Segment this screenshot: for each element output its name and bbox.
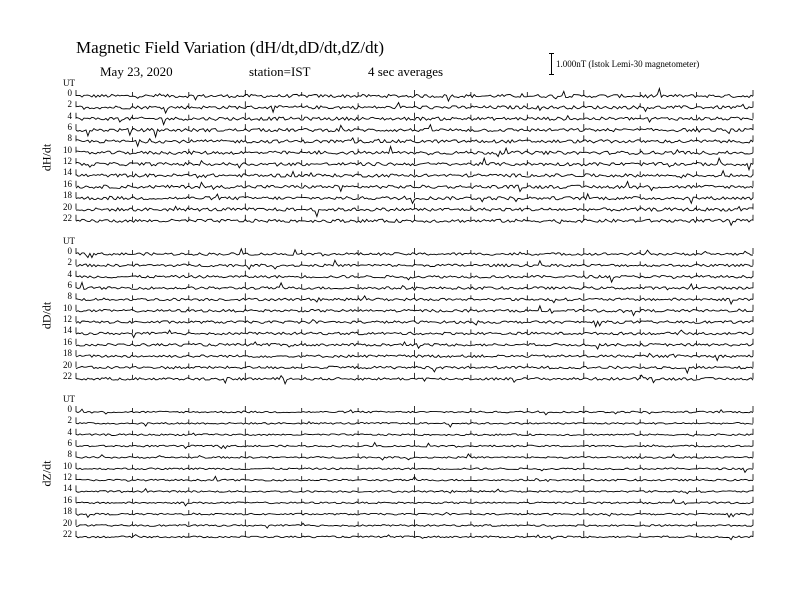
hour-label: 22 [63, 370, 72, 381]
hour-label: 0 [67, 88, 72, 98]
scale-label: 1.000nT (Istok Lemi-30 magnetometer) [556, 59, 700, 69]
hour-label: 2 [67, 415, 72, 426]
hour-label: 8 [67, 449, 72, 460]
hour-label: 20 [63, 517, 72, 528]
averaging-label: 4 sec averages [368, 64, 444, 79]
hour-label: 4 [67, 268, 72, 279]
hour-label: 10 [63, 144, 72, 155]
hour-label: 4 [67, 426, 72, 437]
hour-label: 22 [63, 212, 72, 223]
hour-label: 6 [67, 280, 72, 291]
hour-label: 18 [63, 506, 72, 517]
hour-label: 12 [63, 472, 72, 483]
chart-title: Magnetic Field Variation (dH/dt,dD/dt,dZ/dt) [76, 38, 385, 57]
hour-label: 16 [63, 178, 72, 189]
hour-label: 14 [63, 483, 72, 494]
hour-label: 18 [63, 348, 72, 359]
hour-label: 2 [67, 257, 72, 268]
panel-label: dH/dt [39, 144, 54, 172]
hour-label: 14 [63, 325, 72, 336]
hour-label: 10 [63, 302, 72, 313]
hour-label: 12 [63, 156, 72, 167]
ut-label: UT [63, 78, 75, 88]
station-label: station=IST [249, 64, 311, 79]
date-label: May 23, 2020 [100, 64, 173, 79]
ut-label: UT [63, 236, 75, 246]
hour-label: 20 [63, 359, 72, 370]
hour-label: 2 [67, 99, 72, 110]
hour-label: 4 [67, 110, 72, 121]
hour-label: 22 [63, 528, 72, 539]
hour-label: 6 [67, 122, 72, 133]
panel-label: dZ/dt [39, 460, 54, 487]
hour-label: 16 [63, 336, 72, 347]
hour-label: 8 [67, 291, 72, 302]
hour-label: 20 [63, 201, 72, 212]
hour-label: 14 [63, 167, 72, 178]
hour-label: 8 [67, 133, 72, 144]
hour-label: 12 [63, 314, 72, 325]
hour-label: 0 [67, 404, 72, 414]
hour-label: 6 [67, 438, 72, 449]
hour-label: 0 [67, 246, 72, 256]
hour-label: 16 [63, 494, 72, 505]
hour-label: 18 [63, 190, 72, 201]
ut-label: UT [63, 394, 75, 404]
panel-label: dD/dt [39, 302, 54, 330]
hour-label: 10 [63, 460, 72, 471]
